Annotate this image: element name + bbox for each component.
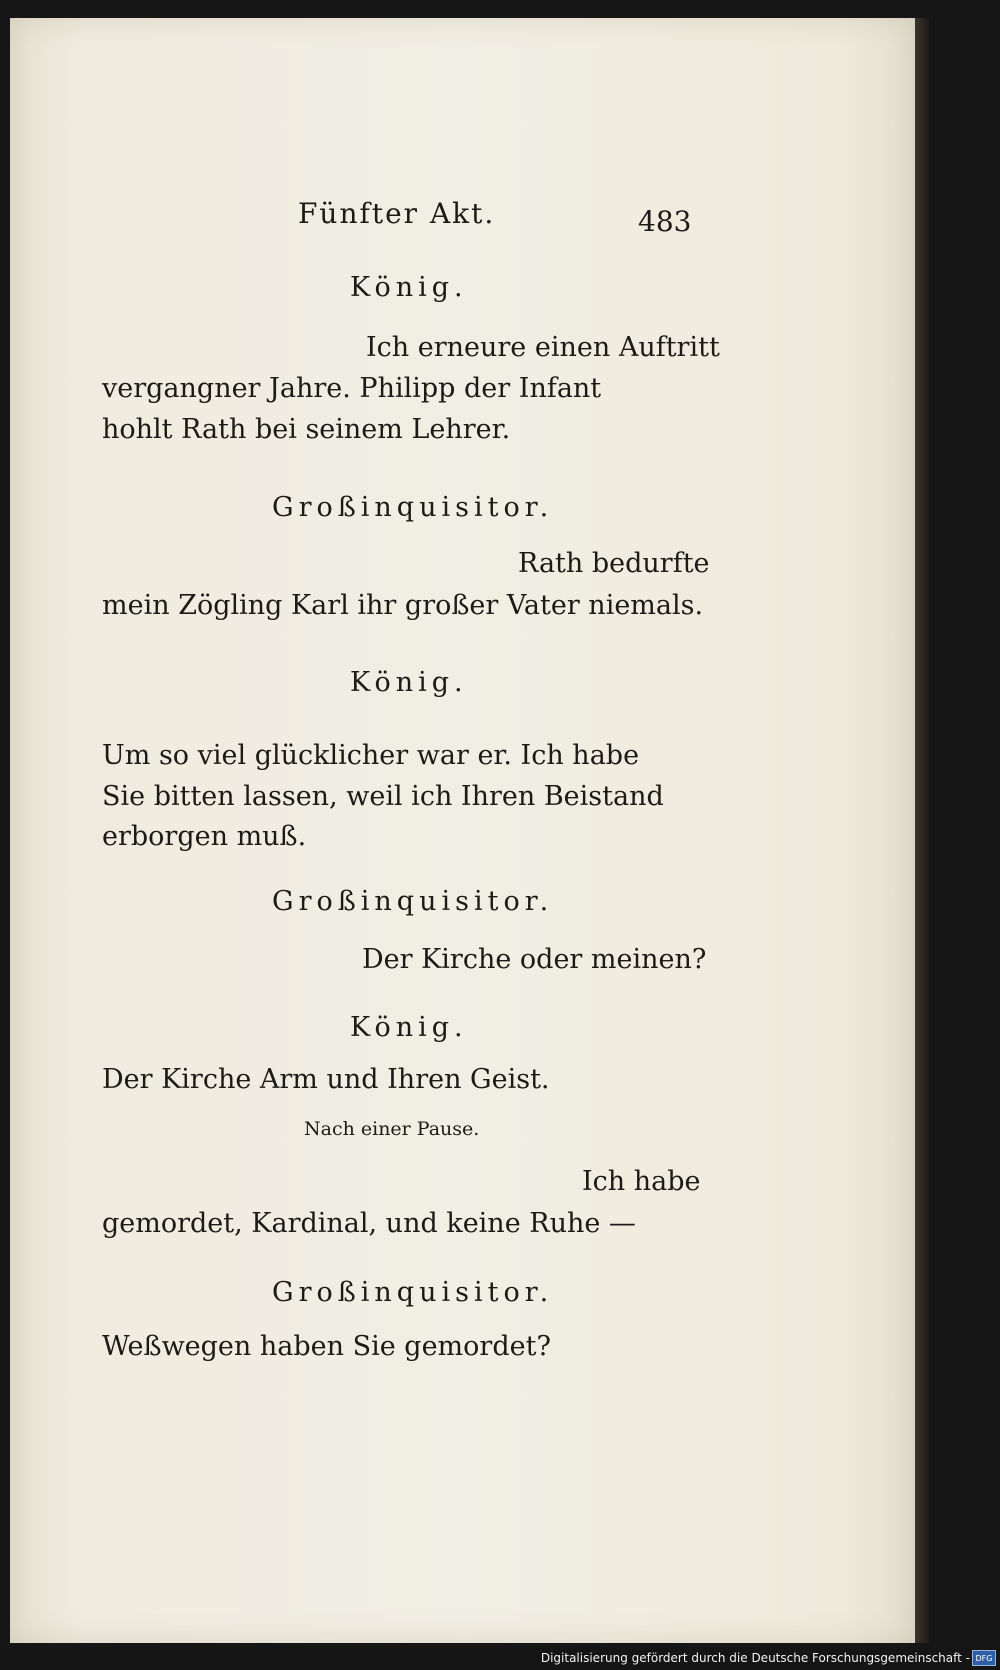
running-header: Fünfter Akt. (298, 197, 496, 230)
speaker-name: Großinquisitor. (272, 492, 554, 523)
verse-line: vergangner Jahre. Philipp der Infant (102, 373, 602, 404)
dfg-logo-icon: DFG (972, 1650, 996, 1666)
verse-line: Sie bitten lassen, weil ich Ihren Beistand (102, 781, 664, 812)
verse-line: erborgen muß. (102, 821, 307, 852)
speaker-name: König. (350, 272, 468, 303)
verse-line: Der Kirche Arm und Ihren Geist. (102, 1064, 550, 1095)
stage-direction: Nach einer Pause. (304, 1118, 480, 1140)
verse-line: Rath bedurfte (518, 548, 710, 579)
verse-line: Ich erneure einen Auftritt (366, 332, 720, 363)
verse-line: Um so viel glücklicher war er. Ich habe (102, 740, 640, 771)
verse-line: hohlt Rath bei seinem Lehrer. (102, 414, 511, 445)
verse-line: Ich habe (582, 1166, 701, 1197)
footer-bar (0, 1648, 1000, 1670)
verse-line: Der Kirche oder meinen? (362, 944, 707, 975)
funding-credit: Digitalisierung gefördert durch die Deutsche Forschungsgemeinschaft - (540, 1651, 970, 1665)
speaker-name: Großinquisitor. (272, 886, 554, 917)
page-number: 483 (638, 205, 692, 238)
verse-line: mein Zögling Karl ihr großer Vater niemals. (102, 590, 704, 621)
verse-line: gemordet, Kardinal, und keine Ruhe — (102, 1208, 636, 1239)
speaker-name: Großinquisitor. (272, 1277, 554, 1308)
speaker-name: König. (350, 1012, 468, 1043)
book-edge (915, 18, 929, 1643)
speaker-name: König. (350, 667, 468, 698)
verse-line: Weßwegen haben Sie gemordet? (102, 1331, 551, 1362)
